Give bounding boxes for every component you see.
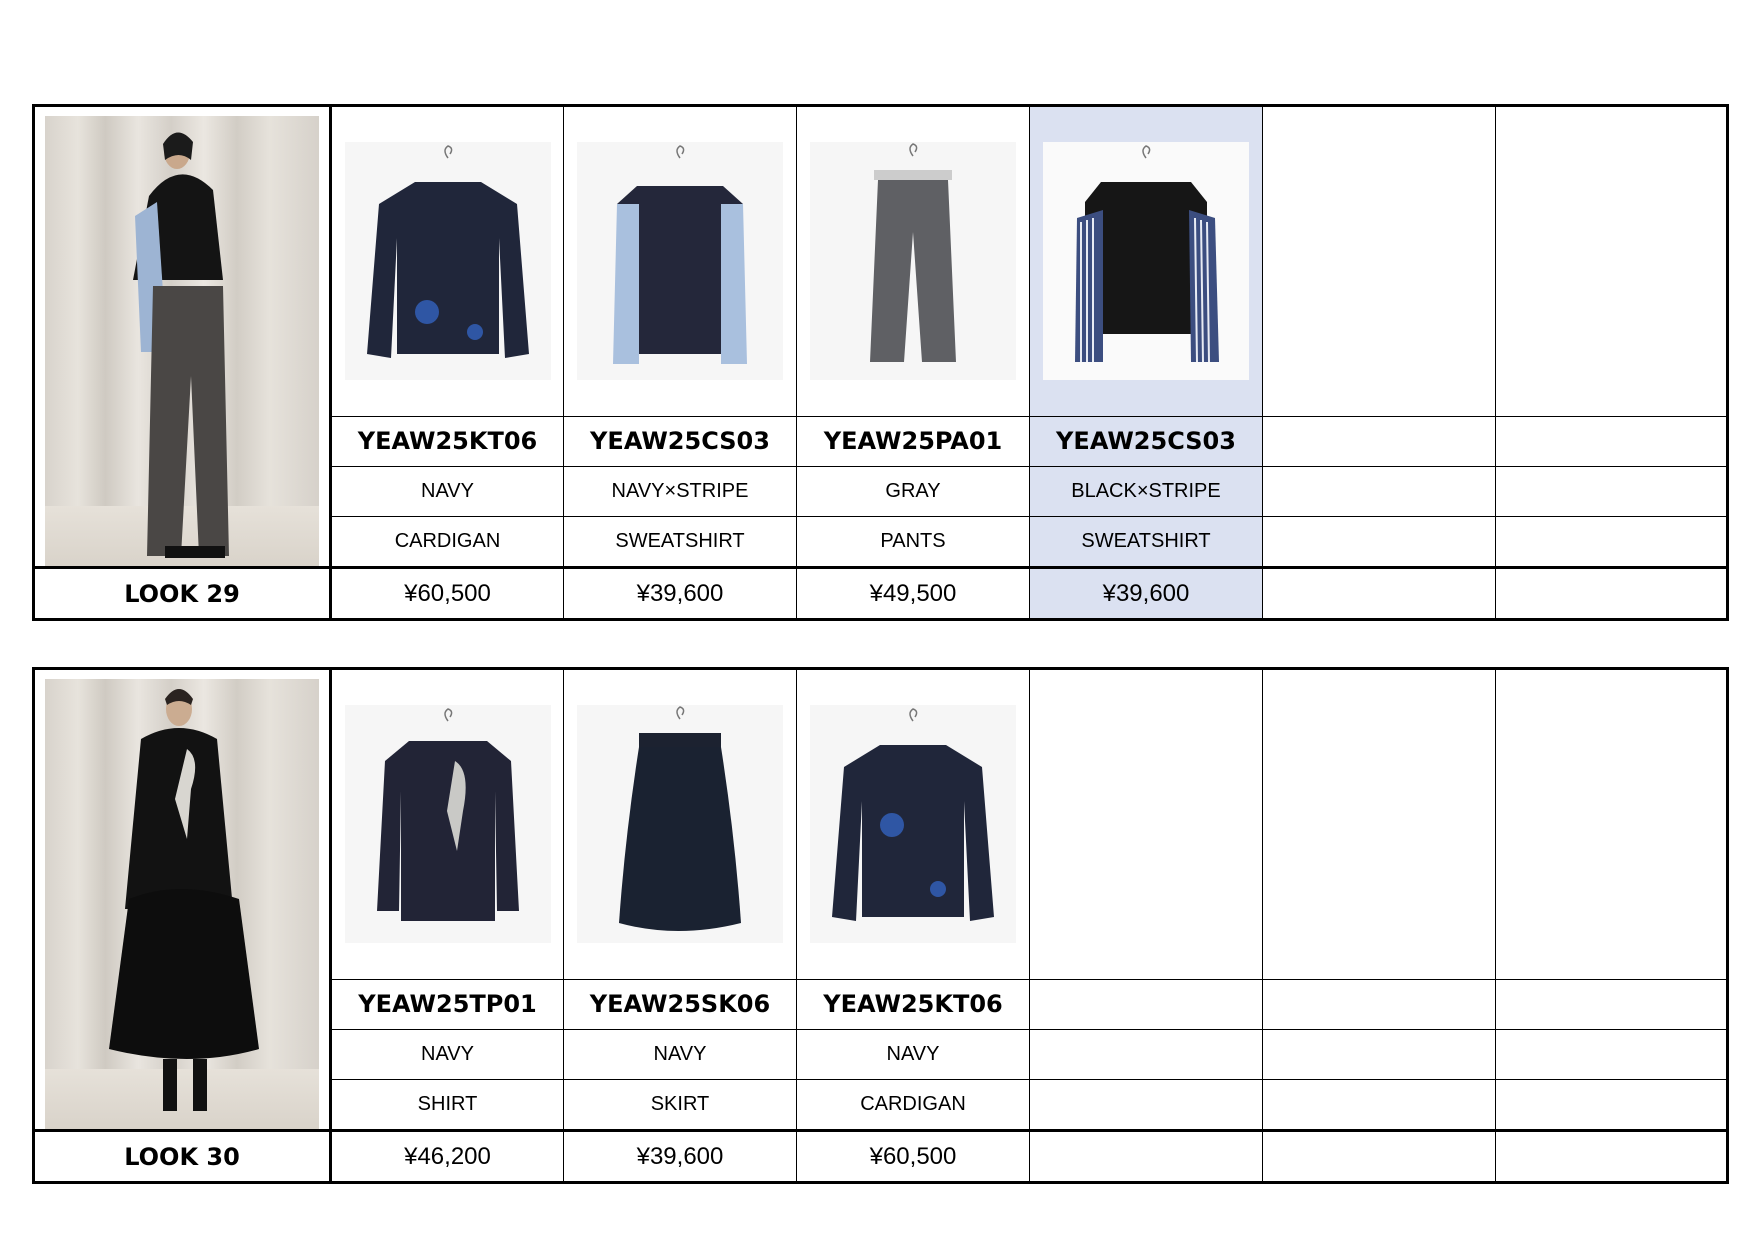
product-color: NAVY — [331, 1029, 564, 1079]
sweatshirt-icon — [577, 142, 783, 380]
product-type: CARDIGAN — [331, 516, 564, 567]
look-photo-cell — [34, 669, 331, 1131]
product-price: ¥39,600 — [564, 568, 797, 620]
product-image-cell — [1030, 106, 1263, 417]
cardigan-icon — [345, 142, 551, 380]
product-code: YEAW25KT06 — [797, 979, 1030, 1029]
empty-cell — [1263, 979, 1496, 1029]
empty-cell — [1263, 516, 1496, 567]
empty-cell — [1496, 1131, 1728, 1183]
empty-cell — [1030, 979, 1263, 1029]
product-color: NAVY — [797, 1029, 1030, 1079]
empty-cell — [1263, 1029, 1496, 1079]
product-image-cell — [797, 669, 1030, 980]
look-30-photo — [45, 679, 319, 1129]
cardigan-icon — [810, 705, 1016, 943]
empty-cell — [1496, 979, 1728, 1029]
product-type: SHIRT — [331, 1079, 564, 1130]
empty-cell — [1496, 568, 1728, 620]
empty-cell — [1030, 1131, 1263, 1183]
product-type: SWEATSHIRT — [1030, 516, 1263, 567]
product-image-cell — [797, 106, 1030, 417]
product-color: NAVY — [564, 1029, 797, 1079]
product-type: SKIRT — [564, 1079, 797, 1130]
empty-cell — [1263, 466, 1496, 516]
empty-cell — [1496, 416, 1728, 466]
product-code: YEAW25KT06 — [331, 416, 564, 466]
product-code: YEAW25TP01 — [331, 979, 564, 1029]
sweatshirt-icon — [1043, 142, 1249, 380]
look-photo-cell — [34, 106, 331, 568]
look-29-photo — [45, 116, 319, 566]
product-image-cell — [564, 106, 797, 417]
look-label: LOOK 30 — [34, 1131, 331, 1183]
product-code: YEAW25PA01 — [797, 416, 1030, 466]
empty-cell — [1263, 1079, 1496, 1130]
look-label: LOOK 29 — [34, 568, 331, 620]
empty-cell — [1263, 106, 1496, 417]
empty-cell — [1496, 1029, 1728, 1079]
empty-cell — [1263, 669, 1496, 980]
product-type: CARDIGAN — [797, 1079, 1030, 1130]
product-price: ¥39,600 — [564, 1131, 797, 1183]
product-price: ¥39,600 — [1030, 568, 1263, 620]
product-code: YEAW25CS03 — [564, 416, 797, 466]
product-code: YEAW25CS03 — [1030, 416, 1263, 466]
product-type: SWEATSHIRT — [564, 516, 797, 567]
empty-cell — [1496, 466, 1728, 516]
shirt-icon — [345, 705, 551, 943]
product-code: YEAW25SK06 — [564, 979, 797, 1029]
empty-cell — [1496, 106, 1728, 417]
product-price: ¥46,200 — [331, 1131, 564, 1183]
empty-cell — [1496, 1079, 1728, 1130]
product-image-cell — [331, 106, 564, 417]
look-30-table — [32, 667, 1729, 1184]
product-color: NAVY — [331, 466, 564, 516]
product-color: GRAY — [797, 466, 1030, 516]
look-29-table — [32, 104, 1729, 621]
product-image-cell — [331, 669, 564, 980]
empty-cell — [1496, 516, 1728, 567]
product-color: BLACK×STRIPE — [1030, 466, 1263, 516]
product-price: ¥49,500 — [797, 568, 1030, 620]
product-image-cell — [564, 669, 797, 980]
empty-cell — [1030, 1079, 1263, 1130]
product-price: ¥60,500 — [797, 1131, 1030, 1183]
empty-cell — [1030, 669, 1263, 980]
pants-icon — [810, 142, 1016, 380]
empty-cell — [1263, 1131, 1496, 1183]
product-price: ¥60,500 — [331, 568, 564, 620]
empty-cell — [1030, 1029, 1263, 1079]
product-type: PANTS — [797, 516, 1030, 567]
empty-cell — [1496, 669, 1728, 980]
product-color: NAVY×STRIPE — [564, 466, 797, 516]
empty-cell — [1263, 568, 1496, 620]
empty-cell — [1263, 416, 1496, 466]
skirt-icon — [577, 705, 783, 943]
